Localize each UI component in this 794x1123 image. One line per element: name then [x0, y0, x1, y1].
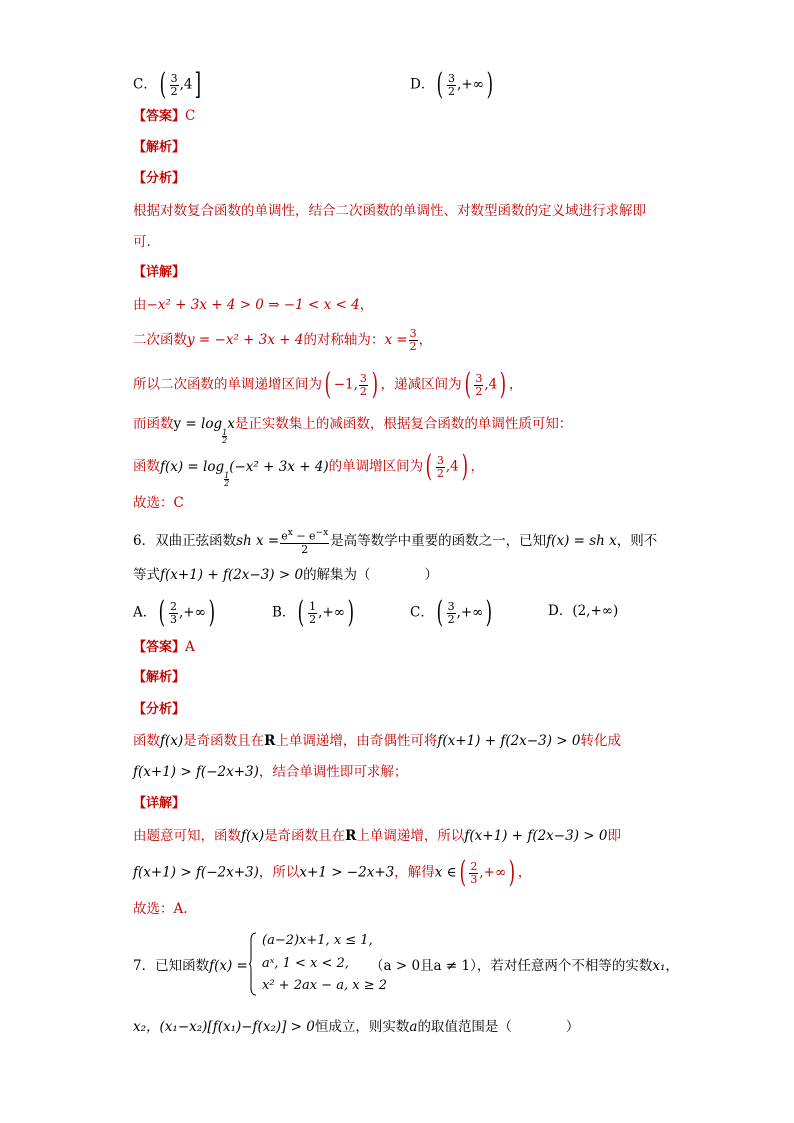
text: （a > 0且a ≠ 1），若对任意两个不相等的实数	[370, 958, 653, 974]
q7-case2: aˣ, 1 < x < 2,	[262, 956, 349, 971]
text: 7．已知函数	[133, 958, 210, 974]
math-expr: y = −x² + 3x + 4	[187, 332, 304, 348]
q7-line2	[133, 1017, 579, 1037]
text: ，则不	[616, 532, 658, 549]
answer-value: A	[185, 639, 195, 655]
q7-line1: 7．已知函数f(x) =	[133, 958, 248, 974]
text: 的对称轴为：	[303, 332, 385, 348]
q6-line1: 6．双曲正弦函数sh x = $\frac{e^x - e^{-x}}{2}$ 是高等数学中重要的函数之一，已知f(x) = sh x，则不	[133, 528, 658, 556]
jiexi-tag: 【解析】	[133, 140, 186, 155]
text: 所以二次函数的单调递增区间为	[133, 376, 322, 393]
q6-line2	[133, 565, 438, 585]
q6-option-c: C．( $\frac{3}{2}$ ,+∞)	[410, 595, 493, 630]
text: ，	[418, 332, 433, 348]
option-c: C．( $\frac{3}{2}$ ,4]	[133, 67, 202, 102]
math-expr: x+1 > −2x+3	[299, 864, 395, 881]
detail-line4: 而函数y = log $\frac{1}{2}$ x是正实数集上的减函数，根据复合函数的单调性质可知：	[133, 416, 573, 445]
math-expr: f(x+1) + f(2x−3) > 0	[160, 567, 304, 583]
text: 的取值范围是（ ）	[417, 1019, 580, 1035]
fenxi-text-line1: 根据对数复合函数的单调性，结合二次函数的单调性、对数型函数的定义域进行求解即	[133, 203, 646, 219]
q6-option-b: B．( $\frac{1}{2}$ ,+∞)	[272, 595, 355, 630]
detail6-line1: 由题意可知，函数f(x)是奇函数且在R上单调递增，所以f(x+1) + f(2x−3) > 0即	[133, 828, 621, 844]
text: 二次函数	[133, 332, 187, 348]
answer-6	[133, 637, 195, 658]
answer-5	[133, 106, 195, 127]
math-expr: ，(x₁−x₂)[f(x₁)−f(x₂)] > 0	[146, 1019, 315, 1035]
option-label: C．	[410, 604, 434, 621]
math-expr: x =	[384, 332, 408, 348]
text: ，结合单调性即可求解；	[258, 764, 408, 780]
option-label: D．	[548, 603, 573, 619]
text: ，所以	[258, 864, 300, 881]
math-var: x₂	[133, 1019, 147, 1035]
math-expr: f(x+1) > f(−2x+3)	[133, 864, 259, 881]
text: ，	[665, 958, 679, 974]
text: 是高等数学中重要的函数之一，已知	[330, 532, 547, 549]
text: 6．双曲正弦函数	[133, 532, 237, 549]
brace-icon	[249, 932, 257, 996]
text: 转化成	[580, 733, 621, 749]
option-c-label: C．	[133, 76, 157, 93]
text: 函数	[133, 733, 160, 749]
text: 上单调递增，由奇偶性可将	[275, 733, 438, 749]
answer-tag: 【答案】	[133, 640, 186, 655]
math-var: a	[409, 1019, 418, 1035]
math-var: x₁	[652, 958, 666, 974]
text: ，递减区间为	[380, 376, 462, 393]
q7-case1: (a−2)x+1, x ≤ 1,	[262, 933, 373, 948]
text: 由题意可知，函数	[133, 828, 241, 844]
text: ，	[359, 297, 374, 313]
text: 是正实数集上的减函数，根据复合函数的单调性质可知：	[234, 416, 573, 432]
option-d-label: D．	[410, 76, 435, 93]
text: 上单调递增，所以	[356, 828, 465, 844]
text: 的解集为（ ）	[303, 567, 439, 583]
xiangjie-tag: 【详解】	[133, 265, 186, 280]
text: ，	[508, 376, 523, 393]
option-label: B．	[272, 604, 296, 621]
detail-line2: 二次函数y = −x² + 3x + 4的对称轴为：x = $\frac{3}{2}$ ，	[133, 327, 433, 353]
jiexi-tag: 【解析】	[133, 670, 186, 685]
text: 是奇函数且在	[264, 828, 346, 844]
text: 等式	[133, 567, 160, 583]
text: 由	[133, 297, 147, 313]
detail6-line2: f(x+1) > f(−2x+3)，所以x+1 > −2x+3，解得x ∈( $\frac{2}{3}$ ,+∞) ，	[133, 855, 532, 890]
q6-option-d	[548, 601, 618, 621]
xiangjie-tag: 【详解】	[133, 796, 186, 811]
math-expr: f(x+1) > f(−2x+3)	[133, 764, 259, 780]
text: ，	[470, 458, 484, 475]
answer-value: C	[185, 108, 196, 124]
option-label: A．	[133, 604, 157, 621]
q7-cond	[370, 956, 679, 976]
text: 是奇函数且在	[183, 733, 265, 749]
fenxi-text-line2: 可.	[133, 234, 151, 250]
text: 而函数	[133, 416, 174, 432]
detail-line3: 所以二次函数的单调递增区间为( −1, $\frac{3}{2}$ ) ，递减区间为( $\frac{3}{2}$ ,4) ，	[133, 367, 523, 402]
detail-line5: 函数f(x) = log $\frac{1}{2}$ (−x² + 3x + 4)的单调增区间为( $\frac{3}{2}$ ,4) ，	[133, 449, 484, 488]
option-d: D．( $\frac{3}{2}$ ,+∞)	[410, 67, 493, 102]
fenxi-tag: 【分析】	[133, 171, 186, 186]
answer-tag: 【答案】	[133, 109, 186, 124]
guxuan-a: 故选：A.	[133, 901, 188, 917]
text: 恒成立，则实数	[314, 1019, 410, 1035]
q6-option-a: A．( $\frac{2}{3}$ ,+∞)	[133, 595, 215, 630]
fenxi6-line1: 函数f(x)是奇函数且在R上单调递增，由奇偶性可将f(x+1) + f(2x−3) > 0转化成	[133, 733, 621, 749]
fenxi-tag: 【分析】	[133, 702, 186, 717]
q7-case3: x² + 2ax − a, x ≥ 2	[262, 978, 387, 993]
text: ，解得	[394, 864, 435, 881]
text: 函数	[133, 458, 160, 475]
text: 即	[607, 828, 621, 844]
math-expr: −x² + 3x + 4 > 0 ⇒ −1 < x < 4	[146, 297, 360, 313]
option-d-value: +∞	[461, 76, 484, 93]
option-c-value: 4	[183, 76, 193, 93]
fenxi6-line2	[133, 762, 407, 782]
text: ，	[517, 864, 532, 881]
guxuan-c: 故选：C	[133, 495, 184, 511]
option-value: (2,+∞)	[572, 603, 619, 619]
detail-line1	[133, 295, 373, 315]
text: 的单调增区间为	[328, 458, 424, 475]
